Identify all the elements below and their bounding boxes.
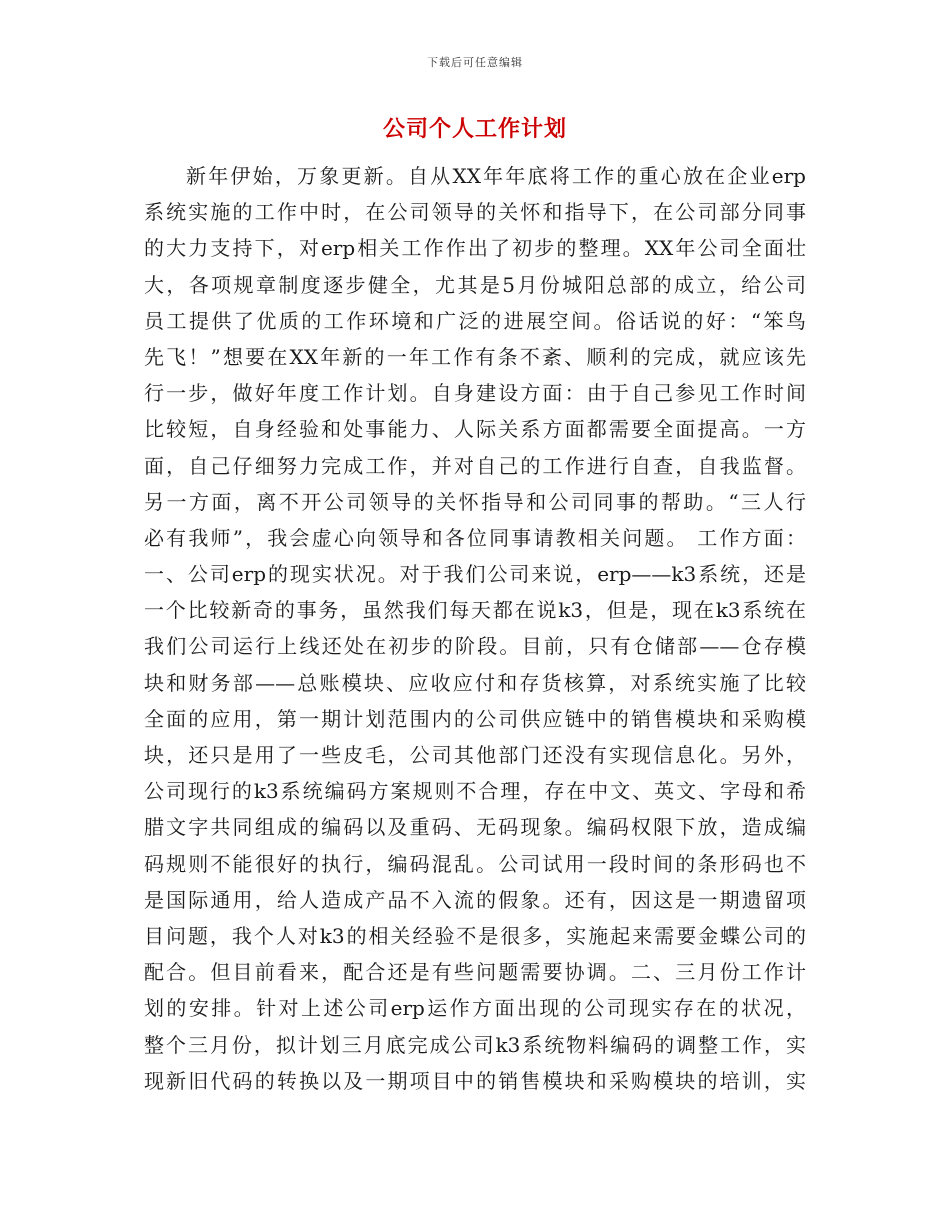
body-line: 先飞！”想要在XX年新的一年工作有条不紊、顺利的完成，就应该先 <box>144 344 806 369</box>
body-line: 另一方面，离不开公司领导的关怀指导和公司同事的帮助。“三人行 <box>144 489 806 514</box>
body-line: 腊文字共同组成的编码以及重码、无码现象。编码权限下放，造成编 <box>144 815 806 840</box>
body-text <box>144 158 806 1099</box>
body-line: 配合。但目前看来，配合还是有些问题需要协调。二、三月份工作计 <box>144 960 806 985</box>
document-title: 公司个人工作计划 <box>382 116 567 142</box>
body-line: 系统实施的工作中时，在公司领导的关怀和指导下，在公司部分同事 <box>144 200 806 225</box>
body-line: 员工提供了优质的工作环境和广泛的进展空间。俗话说的好：“笨鸟 <box>144 308 806 333</box>
body-line: 目问题，我个人对k3的相关经验不是很多，实施起来需要金蝶公司的 <box>144 923 806 948</box>
body-line: 新年伊始，万象更新。自从XX年年底将工作的重心放在企业erp <box>186 164 806 188</box>
body-line: 全面的应用，第一期计划范围内的公司供应链中的销售模块和采购模 <box>144 706 806 731</box>
body-line: 块和财务部——总账模块、应收应付和存货核算，对系统实施了比较 <box>144 670 806 695</box>
body-line: 比较短，自身经验和处事能力、人际关系方面都需要全面提高。一方 <box>144 417 806 442</box>
body-line: 面，自己仔细努力完成工作，并对自己的工作进行自查，自我监督。 <box>144 453 806 478</box>
page-header-note: 下载后可任意编辑 <box>427 56 523 69</box>
body-line: 整个三月份，拟计划三月底完成公司k3系统物料编码的调整工作，实 <box>144 1032 806 1057</box>
body-line: 码规则不能很好的执行，编码混乱。公司试用一段时间的条形码也不 <box>144 851 806 876</box>
body-line: 块，还只是用了一些皮毛，公司其他部门还没有实现信息化。另外， <box>144 743 806 767</box>
body-line: 一个比较新奇的事务，虽然我们每天都在说k3，但是，现在k3系统在 <box>144 598 806 623</box>
body-line: 是国际通用，给人造成产品不入流的假象。还有，因这是一期遗留项 <box>144 887 806 912</box>
body-line: 一、公司erp的现实状况。对于我们公司来说，erp——k3系统，还是 <box>144 562 806 587</box>
body-line: 现新旧代码的转换以及一期项目中的销售模块和采购模块的培训，实 <box>144 1068 806 1093</box>
body-line: 划的安排。针对上述公司erp运作方面出现的公司现实存在的状况， <box>144 996 806 1021</box>
body-line: 大，各项规章制度逐步健全，尤其是5月份城阳总部的成立，给公司 <box>144 272 806 297</box>
body-line: 的大力支持下，对erp相关工作作出了初步的整理。XX年公司全面壮 <box>144 236 806 261</box>
body-line: 行一步，做好年度工作计划。自身建设方面：由于自己参见工作时间 <box>144 381 806 406</box>
body-line: 公司现行的k3系统编码方案规则不合理，存在中文、英文、字母和希 <box>144 779 806 804</box>
body-line: 必有我师”，我会虚心向领导和各位同事请教相关问题。 工作方面： <box>144 525 806 550</box>
body-line: 我们公司运行上线还处在初步的阶段。目前，只有仓储部——仓存模 <box>144 634 806 659</box>
